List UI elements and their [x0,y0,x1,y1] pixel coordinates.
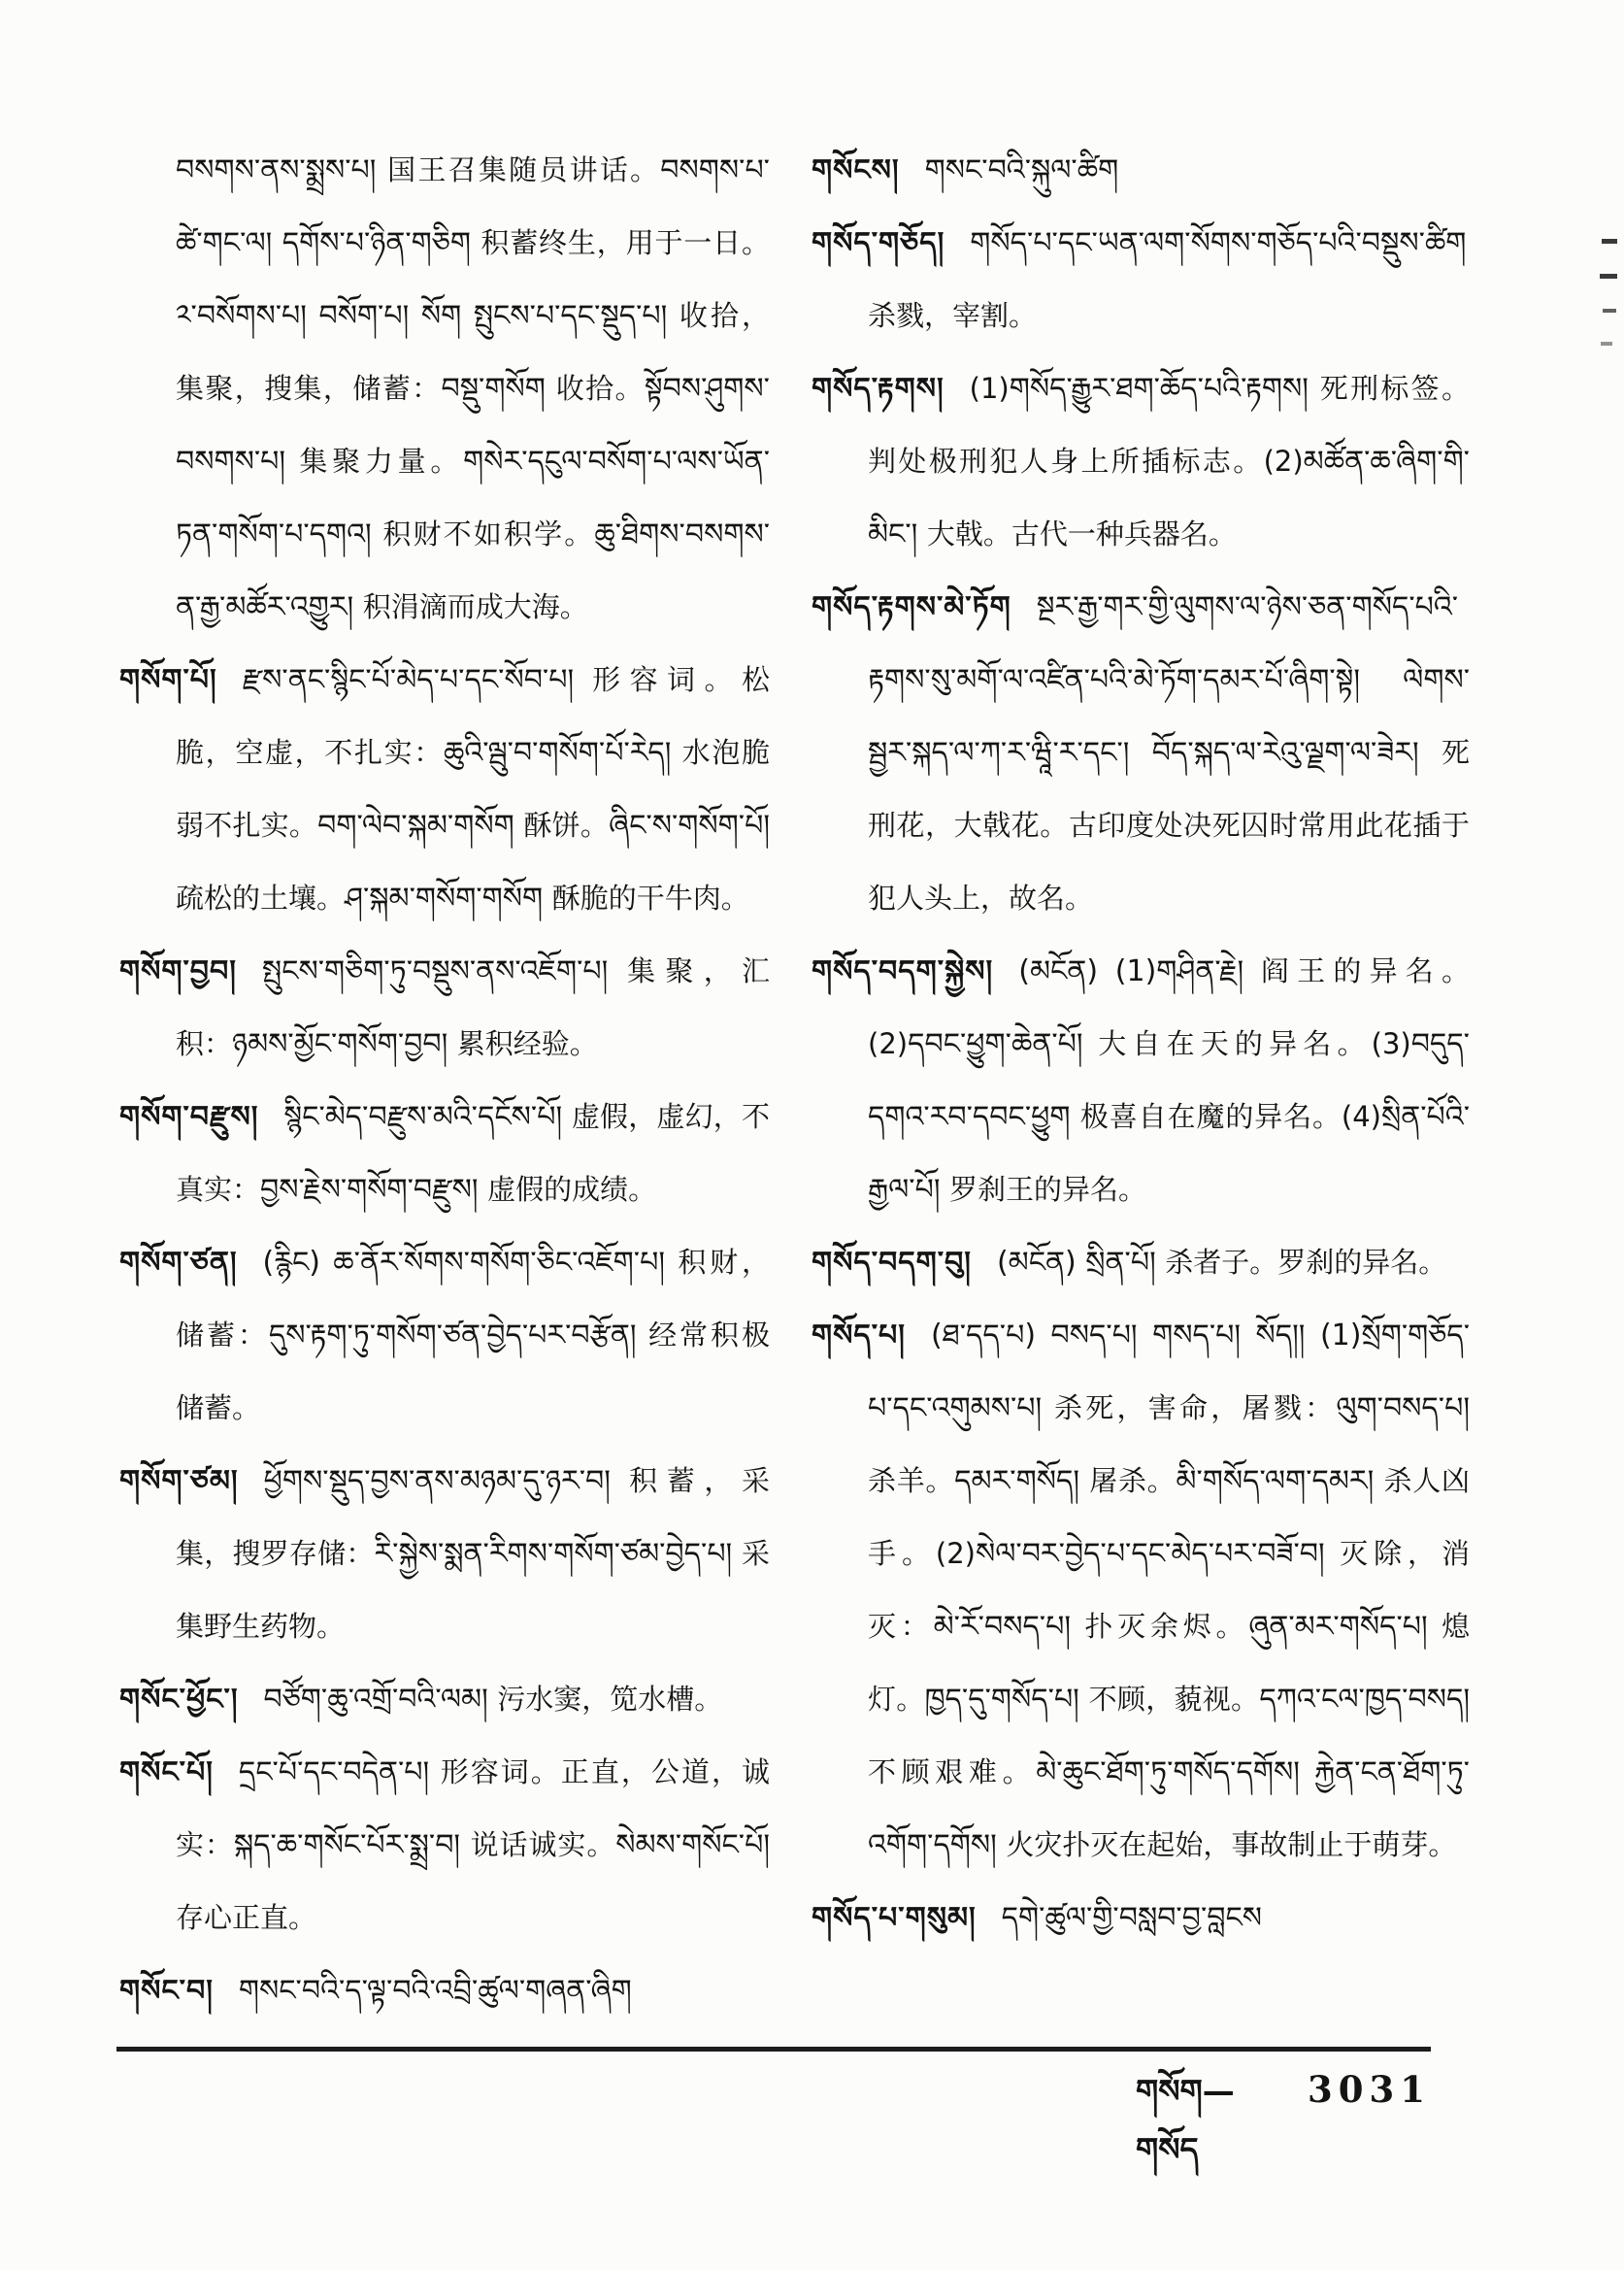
chinese-text: 虚假的成绩。 [487,1173,657,1206]
dictionary-entry [119,1081,770,1226]
tibetan-text: སྲིན་པོའི་རྒྱལ་པོ། [868,1100,1470,1207]
tibetan-text: བཙོག་ཆུ་འགྲོ་བའི་ལམ། [263,1683,498,1717]
tibetan-text: ཆུའི་ལྦུ་བ་གསོག་པོ་རེད། [443,736,682,770]
chinese-text: 死刑花，大戟花。古印度处决死囚时常用此花插于犯人头上，故名。 [868,736,1470,915]
chinese-text: 杀者子。罗刹的异名。 [1165,1246,1447,1279]
tibetan-text: ཕྱོགས་སྡུད་བྱས་ནས་མཉམ་དུ་ཉར་བ། [263,1464,630,1498]
chinese-text: 累积经验。 [456,1027,598,1060]
tibetan-text: ཉམས་མྱོང་གསོག་བྱབ། [232,1027,457,1061]
chinese-text: 扑灭余烬。 [1084,1610,1249,1643]
scan-artifact [1602,239,1617,244]
dictionary-entry [119,134,770,644]
chinese-text: 集聚力量。 [299,445,464,478]
chinese-text: 收拾。 [555,372,645,405]
entry-headword: གསོད་རྟགས་མེ་ཏོག [812,590,1011,624]
tibetan-text: དཀའ་ངལ་ཁྱད་བསད། [1259,1683,1470,1717]
tibetan-text: སྙིང་མེད་བརྫུས་མའི་དངོས་པོ། [283,1100,572,1134]
scan-artifact [1600,274,1617,279]
chinese-text: 积蓄，采集，搜罗存储： [176,1464,770,1570]
tibetan-text: གསང་བའི་ད་ལྟ་བའི་འབྲི་ཚུལ་གཞན་ཞིག [238,1974,632,2008]
entry-headword: གསོད་བདག་བུ། [812,1246,972,1280]
entry-headword: གསོད་བདག་སྐྱེས། [812,954,994,988]
tibetan-text: བསྡུ་གསོག [441,372,556,406]
tibetan-text: སེམས་གསོང་པོ། [615,1828,770,1862]
tibetan-text: བྱས་རྗེས་གསོག་བརྫུས། [260,1173,488,1207]
chinese-text: 阎王的异名。(2) [868,954,1470,1060]
tibetan-text: ཆུ་ཐིགས་བསགས་ན་རྒྱ་མཚོར་འགྱུར། [176,517,770,624]
tibetan-text: དབང་ཕྱུག་ཆེན་པོ། [908,1027,1099,1061]
chinese-text: 形容词。正直，公道，诚实： [176,1755,770,1861]
chinese-text: 杀戮，宰割。 [868,299,1038,332]
dictionary-entry [812,207,1470,352]
dictionary-entry [119,935,770,1081]
chinese-text: 污水窦，笕水槽。 [497,1683,723,1716]
tibetan-text: སྟོབས་ཤུགས་བསགས་པ། [176,372,770,479]
chinese-text: 大戟。古代一种兵器名。 [926,517,1237,551]
chinese-text: 大自在天的异名。(3) [1098,1027,1411,1060]
dictionary-entry [119,1736,770,1954]
dictionary-entry [812,352,1470,571]
tibetan-text: སྤུངས་གཅིག་ཏུ་བསྡུས་ནས་འཇོག་པ། [261,954,628,988]
chinese-text: 杀人凶手。(2) [868,1464,1470,1570]
tibetan-text: མི་གསོད་ལག་དམར། [1176,1464,1384,1498]
tibetan-text: མེ་ཆུང་ཐོག་ཏུ་གསོད་དགོས། རྐྱེན་ངན་ཐོག་ཏུ་འགོག་དགོས། [868,1755,1470,1862]
left-column [119,134,770,2039]
dictionary-entry [119,1226,770,1445]
chinese-text: 杀死，害命，屠戮： [1053,1391,1337,1424]
entry-headword: གསོག་ཙན། [119,1246,238,1280]
dictionary-entry [812,935,1470,1226]
dictionary-entry [812,1226,1470,1299]
tibetan-text: (རྙིང) ཆ་ནོར་སོགས་གསོག་ཅིང་འཇོག་པ། [262,1246,679,1280]
tibetan-text: གསང་བའི་སྐུལ་ཚིག [924,153,1119,187]
dictionary-entry [812,571,1470,935]
tibetan-text: ༢་བསོགས་པ། བསོག་པ། སོག སྤུངས་པ་དང་སྡུད་པ། [176,299,679,333]
chinese-text: 积涓滴而成大海。 [362,590,588,623]
tibetan-text: རྫས་ནང་སྙིང་པོ་མེད་པ་དང་སོབ་པ། [242,663,593,697]
entry-headword: གསོད་པ་གསུམ། [812,1901,977,1935]
chinese-text: 经常积极储蓄。 [176,1319,770,1424]
chinese-text: 说话诚实。 [470,1828,616,1861]
entry-headword: གསོངས། [812,153,900,187]
tibetan-text: རི་སྐྱེས་སྨན་རིགས་གསོག་ཙམ་བྱེད་པ། [374,1537,742,1571]
tibetan-text: བདུད་དགའ་རབ་དབང་ཕྱུག [868,1027,1470,1134]
chinese-text: 火灾扑灭在起始，事故制止于萌芽。 [1006,1828,1457,1861]
chinese-text: 形容词。松脆，空虚，不扎实： [176,663,770,769]
chinese-text: 不顾，藐视。 [1088,1683,1260,1716]
entry-headword: གསོད་གཅོད། [812,226,945,260]
tibetan-text: སྔར་རྒྱ་གར་གྱི་ལུགས་ལ་ཉེས་ཅན་གསོད་པའི་རྟགས་སུ་མགོ་ལ་འཛིན་པའི་མེ་ཏོག་དམར་པོ་ཞིག་སྟེ། ལེགས་སྦྱར་སྐད་ལ་ཀ་ར་ཝཱི་ར་དང་། བོད་སྐད་ལ་རེའུ་ལྗག་ལ་ཟེར། [868,590,1470,770]
dictionary-entry [119,1663,770,1736]
footer-rule [116,2047,1431,2052]
chinese-text: 积财不如积学。 [382,517,595,551]
entry-headword: གསོག་བརྫུས། [119,1100,259,1134]
chinese-text: 屠杀。 [1089,1464,1177,1497]
dictionary-entry [119,1445,770,1663]
chinese-text: 极喜自在魔的异名。(4) [1079,1100,1381,1133]
chinese-text: 灭除，消灭： [868,1537,1470,1643]
tibetan-text: དགེ་ཚུལ་གྱི་བསླབ་བྱ་བླངས [1001,1901,1263,1935]
dictionary-entry [119,644,770,935]
page-footer [1136,2060,1431,2179]
tibetan-text: ཞིང་ས་གསོག་པོ། [609,809,770,843]
tibetan-text: (མངོན) སྲིན་པོ། [996,1246,1166,1280]
chinese-text: 集聚，汇积： [176,954,770,1060]
tibetan-text: སྐད་ཆ་གསོང་པོར་སྨྲ་བ། [233,1828,471,1862]
tibetan-text: ཞུན་མར་གསོད་པ། [1248,1610,1442,1644]
entry-headword: གསོག་པོ། [119,663,217,697]
chinese-text: 存心正直。 [176,1901,317,1934]
tibetan-text: བསགས་ནས་སྨྲས་པ། [176,153,388,187]
tibetan-text: གསོད་རྒྱུར་ཐག་ཆོད་པའི་རྟགས། [1009,372,1320,406]
tibetan-text: བསགས་པ་ཚེ་གང་ལ། དགོས་པ་ཉིན་གཅིག [176,153,770,260]
right-column [812,134,1470,2039]
tibetan-text: མེ་རོ་བསད་པ། [933,1610,1085,1644]
dictionary-entry [812,1299,1470,1882]
tibetan-text: མཚོན་ཆ་ཞིག་གི་མིང་། [868,445,1470,551]
chinese-text: 收拾，集聚，搜集，储蓄： [176,299,770,405]
tibetan-text: དུས་རྟག་ཏུ་གསོག་ཙན་བྱེད་པར་བརྩོན། [268,1319,649,1352]
chinese-text: 国王召集随员讲话。 [387,153,661,186]
entry-headword: གསོང་བ། [119,1974,214,2008]
scan-artifact [1603,309,1616,313]
entry-headword: གསོག་བྱབ། [119,954,237,988]
tibetan-text: (ཐ་དད་པ) བསད་པ། གསད་པ། སོད།། (1)སྲོག་གཅོད་པ་དང་འགུམས་པ། [868,1319,1470,1425]
scan-artifact [1601,342,1612,346]
entry-headword: གསོད་རྟགས། [812,372,945,406]
page-number: 3031 [1308,2068,1431,2111]
tibetan-text: དྲང་པོ་དང་བདེན་པ། [238,1755,441,1789]
footer-headword-range: གསོག—གསོད [1136,2072,1235,2168]
chinese-text: 虚假，虚幻，不真实： [176,1100,770,1206]
entry-headword: གསོང་པོ། [119,1755,214,1789]
chinese-text: (1) [969,372,1010,405]
chinese-text: 罗刹王的异名。 [949,1173,1147,1206]
tibetan-text: ཤ་སྐམ་གསོག་གསོག [345,882,552,916]
chinese-text: 杀羊。 [868,1464,955,1497]
chinese-text: 疏松的土壤。 [176,882,346,915]
chinese-text: 不顾艰难。 [868,1755,1037,1788]
entry-headword: གསོག་ཙམ། [119,1464,239,1498]
dictionary-entry [812,1882,1470,1954]
tibetan-text: ལུག་བསད་པ། [1336,1391,1470,1425]
tibetan-text: གསེར་དངུལ་བསོག་པ་ལས་ཡོན་ཏན་གསོག་པ་དགའ། [176,445,770,551]
chinese-text: 水泡脆弱不扎实。 [176,736,770,842]
chinese-text: 酥脆的干牛肉。 [551,882,749,915]
dictionary-entry [812,134,1470,207]
entry-headword: གསོད་པ། [812,1319,906,1352]
chinese-text: 采集野生药物。 [176,1537,770,1643]
tibetan-text: གསོད་པ་དང་ཡན་ལག་སོགས་གཅོད་པའི་བསྡུས་ཚིག [970,226,1467,260]
tibetan-text: (མངོན) (1)གཤིན་རྗེ། [1018,954,1261,988]
tibetan-text: དམར་གསོད། [954,1464,1090,1498]
chinese-text: 积财，储蓄： [176,1246,770,1352]
entry-headword: གསོང་ཕྱོང་། [119,1683,239,1717]
chinese-text: 死刑标签。判处极刑犯人身上所插标志。(2) [868,372,1470,478]
dictionary-entry [119,1954,770,2027]
chinese-text: 积蓄终生，用于一日。 [481,226,770,259]
chinese-text: 酥饼。 [523,809,610,842]
tibetan-text: སེལ་བར་བྱེད་པ་དང་མེད་པར་བཟོ་བ། [975,1537,1341,1571]
tibetan-text: ཁྱད་དུ་གསོད་པ། [924,1683,1089,1717]
tibetan-text: བག་ལེབ་སྐམ་གསོག [317,809,524,843]
chinese-text: 熄灯。 [868,1610,1470,1716]
